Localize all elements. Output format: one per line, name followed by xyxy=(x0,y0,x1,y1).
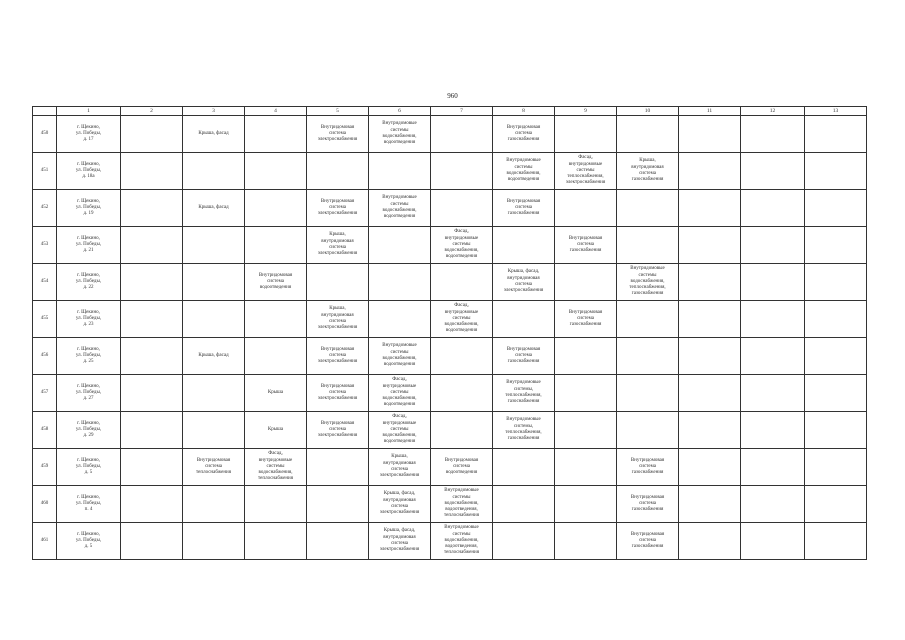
col-2-cell xyxy=(121,412,183,449)
col-5-cell: Внутридомовая система электроснабжения xyxy=(307,375,369,412)
col-7-cell: Внутридомовые системы водоснабжения, водоотведения, теплоснабжения xyxy=(431,486,493,523)
col-7-cell xyxy=(431,264,493,301)
col-12-cell xyxy=(741,264,805,301)
col-5-cell: Внутридомовая система электроснабжения xyxy=(307,190,369,227)
col-10-cell: Крыша, внутридомовая система газоснабжения xyxy=(617,153,679,190)
col-10-cell xyxy=(617,338,679,375)
address-cell: г. Щекино, ул. Победы, д. 25 xyxy=(57,338,121,375)
col-2-cell xyxy=(121,301,183,338)
col-7-cell: Внутридомовая система водоотведения xyxy=(431,449,493,486)
col-5-cell: Внутридомовая система электроснабжения xyxy=(307,412,369,449)
col-11-cell xyxy=(679,412,741,449)
col-5-cell: Внутридомовая система электроснабжения xyxy=(307,116,369,153)
header-cell: 11 xyxy=(679,107,741,116)
col-12-cell xyxy=(741,523,805,560)
col-12-cell xyxy=(741,412,805,449)
header-cell: 1 xyxy=(57,107,121,116)
row-number: 450 xyxy=(33,116,57,153)
col-4-cell xyxy=(245,338,307,375)
col-13-cell xyxy=(805,449,867,486)
col-11-cell xyxy=(679,116,741,153)
row-number: 457 xyxy=(33,375,57,412)
col-11-cell xyxy=(679,301,741,338)
col-12-cell xyxy=(741,153,805,190)
col-7-cell xyxy=(431,190,493,227)
col-9-cell xyxy=(555,449,617,486)
address-cell: г. Щекино, ул. Победы, п. 4 xyxy=(57,486,121,523)
col-2-cell xyxy=(121,227,183,264)
col-4-cell xyxy=(245,301,307,338)
col-12-cell xyxy=(741,375,805,412)
col-10-cell: Внутридомовая система газоснабжения xyxy=(617,449,679,486)
col-10-cell: Внутридомовая система газоснабжения xyxy=(617,486,679,523)
table-row xyxy=(33,264,867,301)
col-6-cell: Крыша, внутридомовая система электроснабжения xyxy=(369,449,431,486)
col-8-cell: Внутридомовые системы, теплоснабжения, газоснабжения xyxy=(493,412,555,449)
row-number: 459 xyxy=(33,449,57,486)
col-11-cell xyxy=(679,227,741,264)
col-5-cell: Внутридомовая система электроснабжения xyxy=(307,338,369,375)
col-8-cell xyxy=(493,301,555,338)
col-12-cell xyxy=(741,116,805,153)
header-cell: 7 xyxy=(431,107,493,116)
col-4-cell: Крыша xyxy=(245,412,307,449)
col-8-cell: Внутридомовая система газоснабжения xyxy=(493,116,555,153)
row-number: 461 xyxy=(33,523,57,560)
col-6-cell xyxy=(369,264,431,301)
row-number: 456 xyxy=(33,338,57,375)
col-8-cell xyxy=(493,227,555,264)
row-number: 451 xyxy=(33,153,57,190)
col-13-cell xyxy=(805,190,867,227)
col-12-cell xyxy=(741,301,805,338)
col-2-cell xyxy=(121,449,183,486)
col-10-cell xyxy=(617,301,679,338)
col-9-cell: Внутридомовая система газоснабжения xyxy=(555,227,617,264)
col-3-cell xyxy=(183,523,245,560)
col-7-cell xyxy=(431,412,493,449)
col-13-cell xyxy=(805,486,867,523)
col-13-cell xyxy=(805,523,867,560)
col-9-cell: Внутридомовая система газоснабжения xyxy=(555,301,617,338)
col-8-cell: Внутридомовые системы, теплоснабжения, газоснабжения xyxy=(493,375,555,412)
col-4-cell xyxy=(245,190,307,227)
col-13-cell xyxy=(805,375,867,412)
col-8-cell xyxy=(493,486,555,523)
page-number: 960 xyxy=(447,92,458,100)
col-7-cell xyxy=(431,116,493,153)
col-2-cell xyxy=(121,190,183,227)
col-13-cell xyxy=(805,264,867,301)
col-6-cell xyxy=(369,301,431,338)
col-4-cell xyxy=(245,523,307,560)
col-4-cell: Внутридомовая система водоотведения xyxy=(245,264,307,301)
repair-schedule-table xyxy=(32,106,867,560)
col-8-cell xyxy=(493,449,555,486)
header-cell: 3 xyxy=(183,107,245,116)
col-6-cell: Внутридомовые системы водоснабжения, водоотведения xyxy=(369,190,431,227)
col-3-cell xyxy=(183,375,245,412)
col-6-cell xyxy=(369,227,431,264)
address-cell: г. Щекино, ул. Победы, д. 18а xyxy=(57,153,121,190)
table-row xyxy=(33,412,867,449)
address-cell: г. Щекино, ул. Победы, д. 5 xyxy=(57,523,121,560)
header-cell: 13 xyxy=(805,107,867,116)
table-row xyxy=(33,338,867,375)
col-3-cell xyxy=(183,412,245,449)
col-3-cell: Крыша, фасад xyxy=(183,190,245,227)
table-row xyxy=(33,227,867,264)
col-10-cell: Внутридомовая система газоснабжения xyxy=(617,523,679,560)
header-row xyxy=(33,107,867,116)
col-12-cell xyxy=(741,486,805,523)
table-row xyxy=(33,153,867,190)
address-cell: г. Щекино, ул. Победы, д. 21 xyxy=(57,227,121,264)
col-9-cell xyxy=(555,116,617,153)
col-11-cell xyxy=(679,523,741,560)
col-13-cell xyxy=(805,153,867,190)
table-row xyxy=(33,523,867,560)
col-9-cell xyxy=(555,486,617,523)
row-number: 453 xyxy=(33,227,57,264)
col-11-cell xyxy=(679,153,741,190)
col-3-cell xyxy=(183,227,245,264)
col-6-cell: Фасад, внутридомовые системы водоснабжения, водоотведения xyxy=(369,412,431,449)
header-cell: 5 xyxy=(307,107,369,116)
col-11-cell xyxy=(679,264,741,301)
row-number: 460 xyxy=(33,486,57,523)
col-2-cell xyxy=(121,153,183,190)
address-cell: г. Щекино, ул. Победы, д. 22 xyxy=(57,264,121,301)
table-row xyxy=(33,449,867,486)
col-9-cell xyxy=(555,412,617,449)
row-number: 458 xyxy=(33,412,57,449)
address-cell: г. Щекино, ул. Победы, д. 29 xyxy=(57,412,121,449)
col-7-cell: Внутридомовые системы водоснабжения, водоотведения, теплоснабжения xyxy=(431,523,493,560)
col-11-cell xyxy=(679,190,741,227)
col-13-cell xyxy=(805,301,867,338)
col-2-cell xyxy=(121,264,183,301)
header-cell: 10 xyxy=(617,107,679,116)
header-cell: 9 xyxy=(555,107,617,116)
col-8-cell: Внутридомовая система газоснабжения xyxy=(493,190,555,227)
header-cell: 2 xyxy=(121,107,183,116)
col-9-cell: Фасад, внутридомовые системы теплоснабжения, электроснабжения xyxy=(555,153,617,190)
col-9-cell xyxy=(555,375,617,412)
col-3-cell xyxy=(183,486,245,523)
col-5-cell xyxy=(307,486,369,523)
col-6-cell: Внутридомовые системы водоснабжения, водоотведения xyxy=(369,338,431,375)
header-cell: 8 xyxy=(493,107,555,116)
col-3-cell xyxy=(183,301,245,338)
col-2-cell xyxy=(121,523,183,560)
col-3-cell xyxy=(183,264,245,301)
col-4-cell xyxy=(245,227,307,264)
col-13-cell xyxy=(805,116,867,153)
col-10-cell xyxy=(617,412,679,449)
col-5-cell: Крыша, внутридомовая система электроснабжения xyxy=(307,227,369,264)
col-9-cell xyxy=(555,264,617,301)
col-7-cell: Фасад, внутридомовые системы водоснабжения, водоотведения xyxy=(431,227,493,264)
col-4-cell xyxy=(245,116,307,153)
col-11-cell xyxy=(679,338,741,375)
col-10-cell xyxy=(617,190,679,227)
col-12-cell xyxy=(741,449,805,486)
col-6-cell: Фасад, внутридомовые системы водоснабжения, водоотведения xyxy=(369,375,431,412)
col-13-cell xyxy=(805,412,867,449)
col-5-cell xyxy=(307,264,369,301)
col-11-cell xyxy=(679,449,741,486)
address-cell: г. Щекино, ул. Победы, д. 5 xyxy=(57,449,121,486)
col-13-cell xyxy=(805,338,867,375)
header-cell: 12 xyxy=(741,107,805,116)
header-cell-blank xyxy=(33,107,57,116)
col-6-cell: Крыша, фасад, внутридомовая система электроснабжения xyxy=(369,523,431,560)
col-4-cell xyxy=(245,153,307,190)
address-cell: г. Щекино, ул. Победы, д. 27 xyxy=(57,375,121,412)
row-number: 455 xyxy=(33,301,57,338)
col-9-cell xyxy=(555,523,617,560)
col-7-cell xyxy=(431,375,493,412)
col-11-cell xyxy=(679,375,741,412)
col-3-cell: Крыша, фасад xyxy=(183,338,245,375)
row-number: 454 xyxy=(33,264,57,301)
col-10-cell xyxy=(617,375,679,412)
col-5-cell xyxy=(307,449,369,486)
col-7-cell xyxy=(431,338,493,375)
table-row xyxy=(33,486,867,523)
col-6-cell: Внутридомовые системы водоснабжения, водоотведения xyxy=(369,116,431,153)
col-13-cell xyxy=(805,227,867,264)
row-number: 452 xyxy=(33,190,57,227)
col-12-cell xyxy=(741,227,805,264)
col-6-cell xyxy=(369,153,431,190)
col-2-cell xyxy=(121,338,183,375)
table-row xyxy=(33,375,867,412)
col-8-cell: Внутридомовая система газоснабжения xyxy=(493,338,555,375)
address-cell: г. Щекино, ул. Победы, д. 23 xyxy=(57,301,121,338)
col-5-cell: Крыша, внутридомовая система электроснабжения xyxy=(307,301,369,338)
col-8-cell xyxy=(493,523,555,560)
col-4-cell: Крыша xyxy=(245,375,307,412)
table-row xyxy=(33,116,867,153)
col-5-cell xyxy=(307,153,369,190)
col-4-cell: Фасад, внутридомовые системы водоснабжения, теплоснабжения xyxy=(245,449,307,486)
col-2-cell xyxy=(121,486,183,523)
address-cell: г. Щекино, ул. Победы, д. 17 xyxy=(57,116,121,153)
col-3-cell xyxy=(183,153,245,190)
col-10-cell xyxy=(617,227,679,264)
col-10-cell xyxy=(617,116,679,153)
header-cell: 6 xyxy=(369,107,431,116)
col-2-cell xyxy=(121,116,183,153)
col-12-cell xyxy=(741,190,805,227)
col-12-cell xyxy=(741,338,805,375)
col-8-cell: Внутридомовые системы водоснабжения, водоотведения xyxy=(493,153,555,190)
header-cell: 4 xyxy=(245,107,307,116)
col-6-cell: Крыша, фасад, внутридомовая система электроснабжения xyxy=(369,486,431,523)
col-2-cell xyxy=(121,375,183,412)
col-5-cell xyxy=(307,523,369,560)
col-7-cell: Фасад, внутридомовые системы водоснабжения, водоотведения xyxy=(431,301,493,338)
address-cell: г. Щекино, ул. Победы, д. 19 xyxy=(57,190,121,227)
table-row xyxy=(33,190,867,227)
col-7-cell xyxy=(431,153,493,190)
col-10-cell: Внутридомовые системы водоснабжения, теплоснабжения, газоснабжения xyxy=(617,264,679,301)
col-9-cell xyxy=(555,190,617,227)
col-11-cell xyxy=(679,486,741,523)
col-8-cell: Крыша, фасад, внутридомовая система электроснабжения xyxy=(493,264,555,301)
col-3-cell: Внутридомовая система теплоснабжения xyxy=(183,449,245,486)
col-9-cell xyxy=(555,338,617,375)
table-row xyxy=(33,301,867,338)
col-3-cell: Крыша, фасад xyxy=(183,116,245,153)
col-4-cell xyxy=(245,486,307,523)
